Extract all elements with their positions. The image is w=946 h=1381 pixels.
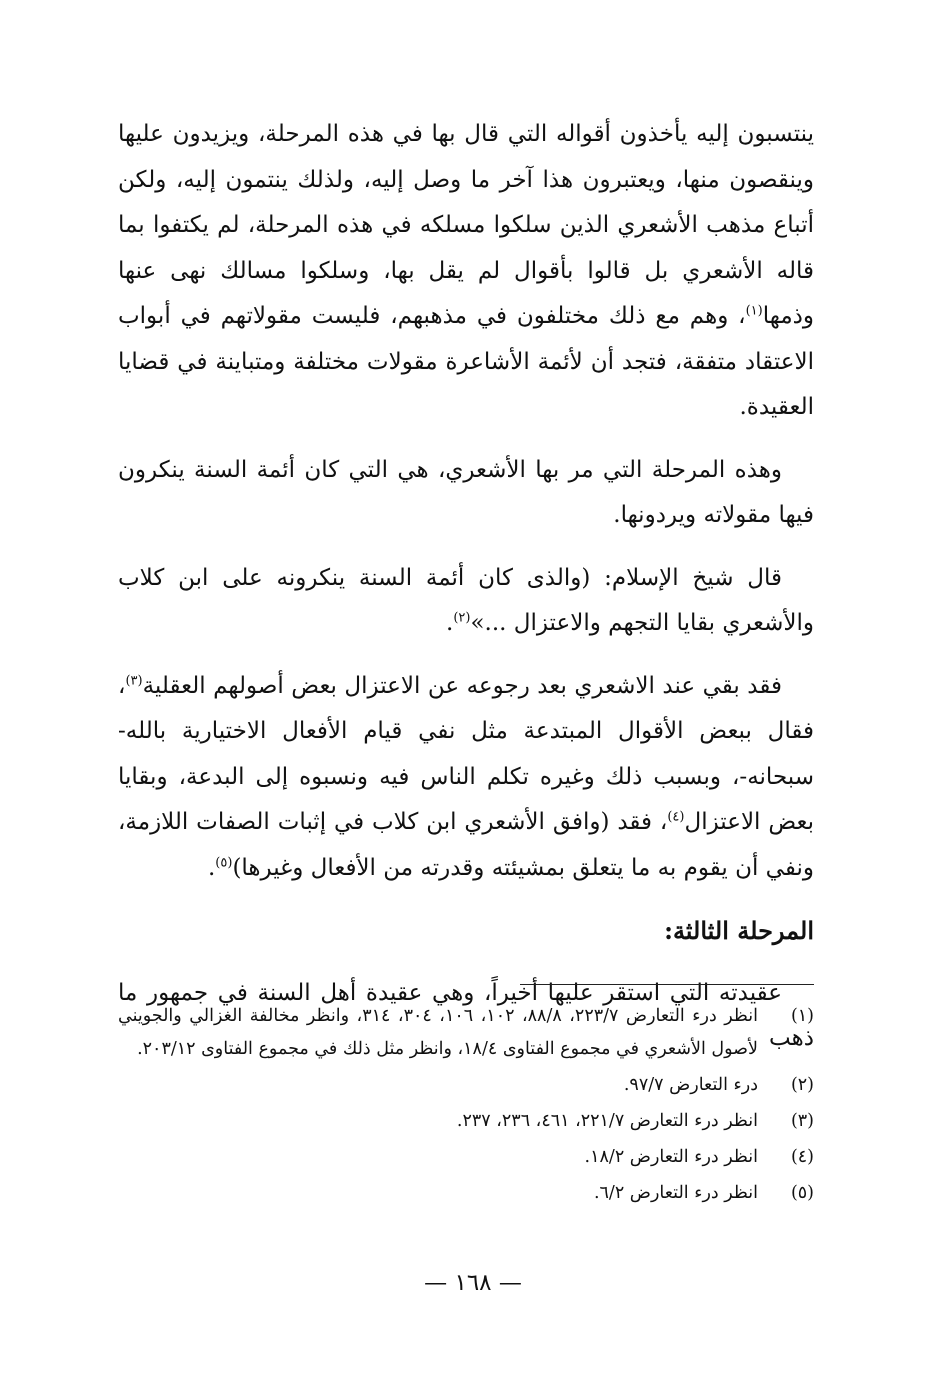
footnote-5 (118, 1177, 814, 1210)
section-heading: المرحلة الثالثة: (664, 916, 814, 945)
paragraph-4-text-c: ، فقد (وافق الأشعري ابن كلاب في إثبات الصفات اللازمة، ونفي أن يقوم به ما يتعلق بمشيئته وقدرته من الأفعال وغيرها) (118, 809, 814, 881)
footnote-number: (٢) (790, 1075, 814, 1095)
paragraph-3 (118, 556, 814, 647)
footnote-ref-4[interactable]: (٤) (667, 809, 685, 825)
footnote-ref-3[interactable]: (٣) (125, 672, 143, 688)
paragraph-3-text-a: قال شيخ الإسلام: (والذى كان أئمة السنة ينكرونه على ابن كلاب والأشعري بقايا التجهم والاعتزال ...» (118, 564, 814, 636)
footnote-number: (٥) (790, 1183, 814, 1203)
footnote-ref-1[interactable]: (١) (745, 303, 763, 319)
paragraph-4-text-b: ، فقال ببعض الأقوال المبتدعة مثل نفي قيام الأفعال الاختيارية بالله- سبحانه-، وبسبب ذلك وغيره تكلم الناس فيه ونسبوه إلى البدعة، وبقايا بعض الاعتزال (118, 672, 814, 835)
footnote-text: انظر درء التعارض ٦/٢. (593, 1183, 758, 1203)
footnote-separator (520, 984, 814, 985)
footnote-number: (٤) (790, 1147, 814, 1167)
paragraph-2: وهذه المرحلة التي مر بها الأشعري، هي التي كان أئمة السنة ينكرون فيها مقولاته ويردونها. (118, 456, 814, 528)
paragraph-5: عقيدته التي استقر عليها أخيراً، وهي عقيدة أهل السنة في جمهور ما ذهب (118, 979, 814, 1051)
paragraph-1-text-a: ينتسبون إليه يأخذون أقواله التي قال بها في هذه المرحلة، ويزيدون عليها وينقصون منها، ويعتبرون هذا آخر ما وصل إليه، ولذلك ينتمون إليه، ولكن أتباع مذهب الأشعري الذين سلكوا مسلكه في هذه المرحلة، لم يكتفوا بما قاله الأشعري بل قالوا بأقوال لم يقل بها، وسلكوا مسالك نهى عنها وذمها (118, 121, 814, 329)
footnote-text: انظر درء التعارض ٢٢٣/٧، ٨٨/٨، ١٠٢، ١٠٦، ٣٠٤، ٣١٤، وانظر مخالفة الغزالي والجويني لأصول الأشعري في مجموع الفتاوى ١٨/٤، وانظر مثل ذلك في مجموع الفتاوى ٢٠٣/١٢. (118, 1006, 758, 1059)
footnote-number: (١) (790, 1006, 814, 1026)
footnote-number: (٣) (790, 1111, 814, 1131)
footnote-3 (118, 1105, 814, 1138)
footnote-text: انظر درء التعارض ١٨/٢. (584, 1147, 758, 1167)
paragraph-1 (118, 112, 814, 431)
paragraph-gap (118, 891, 814, 908)
footnote-text: انظر درء التعارض ٢٢١/٧، ٤٦١، ٢٣٦، ٢٣٧. (456, 1111, 758, 1131)
paragraph-gap (118, 539, 814, 556)
footnote-ref-2[interactable]: (٢) (453, 610, 471, 626)
footnote-4 (118, 1141, 814, 1174)
paragraph-4-text-a: فقد بقي عند الاشعري بعد رجوعه عن الاعتزال بعض أصولهم العقلية (142, 672, 782, 699)
paragraph-4 (118, 664, 814, 892)
paragraph-3-text-b: . (446, 610, 454, 636)
page-number: — ١٦٨ — (424, 1270, 522, 1296)
paragraph-gap (118, 647, 814, 664)
footnote-ref-5[interactable]: (٥) (215, 854, 233, 870)
footnotes (118, 1000, 814, 1213)
footnote-2 (118, 1069, 814, 1102)
paragraph-gap (118, 431, 814, 448)
paragraph-gap (118, 954, 814, 971)
paragraph-1-text-b: ، وهم مع ذلك مختلفون في مذهبهم، فليست مقولاتهم في أبواب الاعتقاد متفقة، فتجد أن لأئمة الأشاعرة مقولات مختلفة ومتباينة في قضايا العقيدة. (118, 303, 814, 420)
footnote-1 (118, 1000, 814, 1066)
footnote-text: درء التعارض ٩٧/٧. (623, 1075, 758, 1095)
paragraph-4-text-d: . (207, 854, 216, 881)
main-text (118, 112, 814, 1062)
